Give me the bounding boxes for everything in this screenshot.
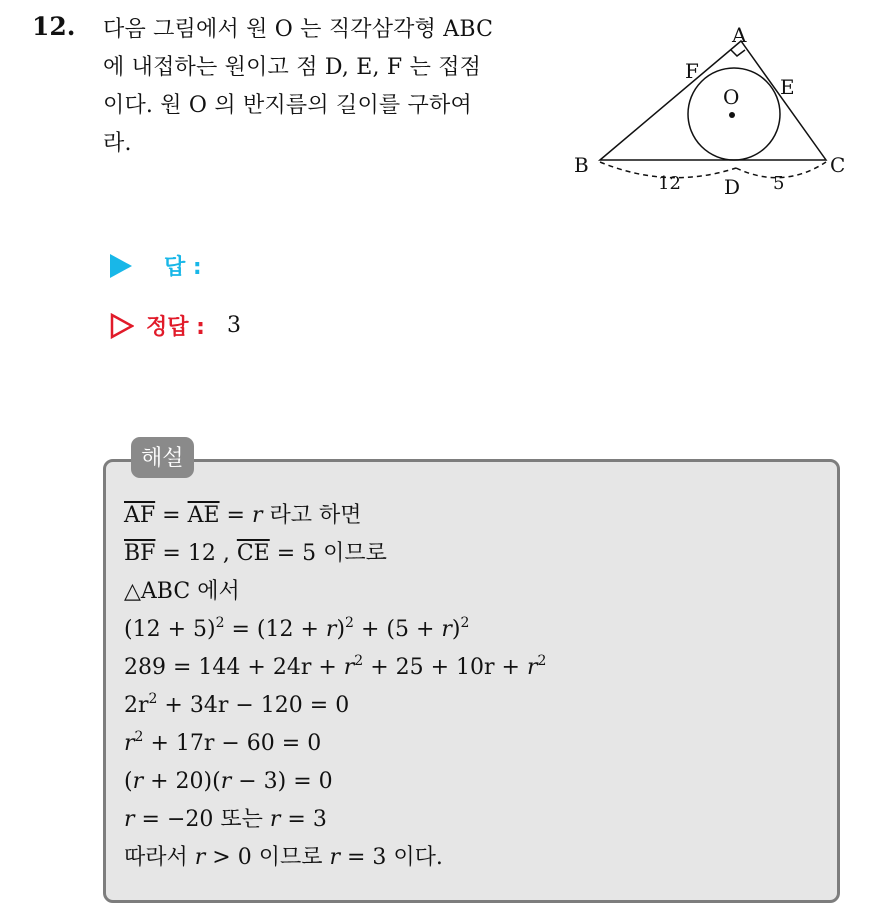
label-o: O [723,85,740,109]
label-c: C [830,153,846,177]
right-angle-mark [731,50,745,56]
solution-line: 따라서 r > 0 이므로 r = 3 이다. [124,845,443,870]
label-e: E [780,75,795,99]
solution-line: $\overline{BF} = 12$ , $\overline{CE} = 5$ 이므로 [124,541,387,566]
question-number: 12. [32,12,76,41]
solution-line: $(12 + 5)^2 = (12 + r)^2 + (5 + r)^2$ [124,615,470,642]
question-line: 라. [103,131,132,156]
question-line: 이다. 원 O 의 반지름의 길이를 구하여 [103,93,472,118]
label-d: D [724,175,741,199]
solution-lines [124,497,546,877]
solution-line: (r + 20)(r − 3) = 0 [124,769,333,794]
play-filled-icon [110,254,132,278]
segment-bd-length: 12 [658,173,681,194]
triangle-abc [600,41,826,160]
correct-answer-value: 3 [226,313,241,338]
triangle-figure [568,18,858,208]
answer-row [110,250,202,281]
label-a: A [732,23,747,47]
answer-label: 답 : [164,255,202,280]
solution-line: △ABC 에서 [124,579,240,604]
solution-line: $289 = 144 + 24r + r^2 + 25 + 10r + r^2$ [124,653,547,680]
solution-line: r = −20 또는 r = 3 [124,807,327,832]
question-line: 에 내접하는 원이고 점 D, E, F 는 접점 [103,55,482,80]
label-b: B [574,153,589,177]
segment-dc-length: 5 [773,173,785,194]
question-line: 다음 그림에서 원 O 는 직각삼각형 ABC [103,17,494,42]
play-outline-icon [110,313,134,339]
solution-line: $\overline{AF} = \overline{AE} = r$ 라고 하면 [124,503,362,528]
solution-line: $2r^2 + 34r - 120 = 0$ [124,691,350,718]
solution-line: $r^2 + 17r - 60 = 0$ [124,729,322,756]
correct-answer-row [110,310,241,341]
correct-answer-label: 정답 : [146,315,205,340]
center-dot [729,112,735,118]
question-text [103,11,553,163]
label-f: F [685,59,699,83]
solution-tag: 해설 [131,437,194,478]
